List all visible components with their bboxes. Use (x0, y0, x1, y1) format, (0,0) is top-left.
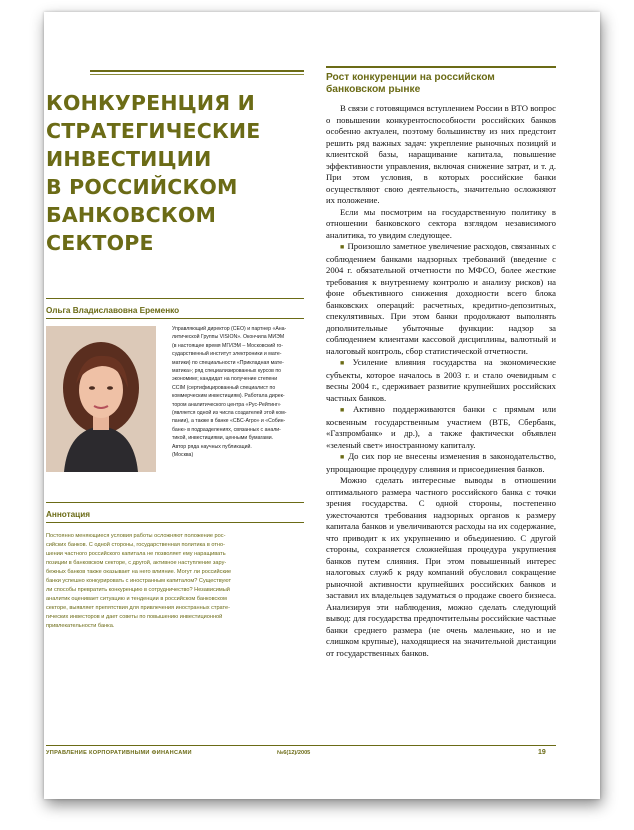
annotation-line: сийских банков. С одной стороны, государственная политика в отно- (46, 542, 225, 549)
annotation-text (46, 532, 304, 632)
annotation-line: позиции в банковском секторе, с другой, активное наступление зару- (46, 560, 227, 567)
paragraph-text: Можно сделать интересные выводы в отношении оптимального размера частного российского банка с точки зрения государства. С одной стороны, постепенно ужесточаются требования надзорных органов к размеру капитала банков и увеличиваются расходы на их содержание, что приводит к их укрупнению и объединению. С другой стороны, сохраняется сложнейшая процедура укрупнения банков путем слияния. При этом повышенный интерес налоговых служб к ряду компаний обусловил сокращение рыночной активности крупнейших российских банков и заставил их владельцев задуматься о продаже своего бизнеса. Анализируя эти наблюдения, можно сделать следующий вывод: для государства предпочтительны российские частные банки среднего размера (не очень маленькие, но и не слишком крупные), находящиеся на значительной дистанции от государственных банков. (326, 475, 556, 658)
title-line: КОНКУРЕНЦИЯ И (46, 91, 255, 115)
annotation-line: шении частного российского капитала не позволяет ему наращивать (46, 551, 226, 558)
paragraph (326, 241, 556, 357)
square-bullet-icon: ■ (340, 243, 345, 251)
title-line: ИНВЕСТИЦИИ (46, 147, 212, 171)
annotation-line: банки успешно конкурировать с иностранным капиталом? Существуют (46, 578, 232, 585)
annotation-line: секторе, выявляет препятствия для привлечения иностранных страте- (46, 605, 231, 612)
title-line: В РОССИЙСКОМ (46, 175, 238, 199)
annotation-line: ли способы превратить конкуренцию в сотрудничество? Независимый (46, 587, 230, 594)
bio-line: банк» в подразделениях, связанных с анали- (172, 426, 281, 433)
bio-line: CCIM (сертифицированный специалист по (172, 384, 276, 391)
annotation-rule-bottom (46, 522, 304, 523)
bio-line: коммерческим инвестициям). Работала дирек- (172, 393, 285, 400)
bio-line: матики) по специальности «Прикладная мате- (172, 359, 284, 366)
title-line: СТРАТЕГИЧЕСКИЕ (46, 119, 261, 143)
footer-issue: №6(12)/2005 (277, 750, 311, 756)
article-title (46, 89, 276, 257)
paragraph (326, 404, 556, 451)
paragraph (326, 451, 556, 475)
bio-line: тикой, инвестициями, ценными бумагами. (172, 435, 274, 442)
footer-rule (46, 745, 556, 746)
author-rule-top (46, 298, 304, 299)
section-heading-line: банковском рынке (326, 84, 421, 95)
paragraph (326, 103, 556, 207)
author-name: Ольга Владиславовна Еременко (46, 306, 180, 315)
annotation-line: аналитик оценивает ситуацию и тенденции в российском банковском (46, 596, 227, 603)
top-rule-left-thin (90, 74, 304, 75)
bio-line: матика»; ряд специализированных курсов по (172, 368, 282, 375)
paragraph-text: Активно поддерживаются банки с прямым или косвенным государственным участием (ВТБ, Сбербанк, «Газпромбанк» и др.), а также фактически объявлен «зеленый свет» иностранному капиталу. (326, 404, 557, 450)
author-bio (172, 325, 300, 460)
bio-line: Управляющий директор (CEO) и партнер «Ана- (172, 326, 287, 332)
portrait-image (46, 326, 156, 472)
bio-line: экономике; кандидат на получение степени (172, 376, 278, 383)
paragraph (326, 357, 556, 404)
title-line: БАНКОВСКОМ (46, 203, 217, 227)
paragraph-text: До сих пор не внесены изменения в законодательство, упрощающие процедуру слияния и присоединения банков. (326, 451, 556, 474)
title-line: СЕКТОРЕ (46, 231, 154, 255)
bio-line: пании), а также в банке «СБС-Агро» и «Собин- (172, 418, 286, 425)
annotation-line: Постоянно меняющиеся условия работы осложняют положение рос- (46, 533, 226, 539)
square-bullet-icon: ■ (340, 406, 350, 414)
paragraph (326, 475, 556, 659)
paragraph (326, 207, 556, 242)
annotation-line: бежных банков также оказывает на него влияние. Могут ли российские (46, 569, 232, 576)
top-rule-right (326, 66, 556, 68)
bio-line: (в настоящее время МГИЭМ – Московский го- (172, 342, 283, 349)
section-heading (326, 72, 495, 96)
page-number: 19 (538, 749, 546, 756)
bio-line: тором аналитического центра «Рус-Рейтинг» (172, 401, 281, 408)
annotation-rule-top (46, 502, 304, 503)
square-bullet-icon: ■ (340, 453, 346, 461)
paragraph-text: Если мы посмотрим на государственную политику в отношении банковского сектора взглядом независимого аналитика, то увидим следующее. (326, 206, 556, 240)
annotation-line: гических инвесторов и дает советы по повышению инвестиционной (46, 614, 223, 621)
annotation-line: привлекательности банка. (46, 623, 115, 630)
bio-line: (является одной из числа создателей этой ком- (172, 410, 287, 417)
bio-line: литической Группы VISION». Окончила МИЭМ (172, 334, 285, 341)
author-photo (46, 326, 156, 472)
bio-line: (Москва) (172, 452, 194, 459)
bio-line: сударственный институт электроники и мате- (172, 351, 282, 358)
article-body (326, 103, 556, 659)
annotation-heading: Аннотация (46, 510, 91, 519)
top-rule-left (90, 70, 304, 72)
author-rule-bottom (46, 318, 304, 319)
section-heading-line: Рост конкуренции на российском (326, 72, 495, 83)
paragraph-text: Усиление влияния государства на экономические субъекты, которое началось в 2003 г. и стало очевидным с весны 2004 г., сдерживает развитие крупнейших российских частных банков. (326, 357, 556, 403)
square-bullet-icon: ■ (340, 359, 350, 367)
paragraph-text: В связи с готовящимся вступлением России в ВТО вопрос о повышении конкурентоспособности российских банков особенно актуален, поэтому большинству из них предстоит решить ряд важных задач: укрепление рыночных позиций и клиентской базы, наращивание капитала, повышение эффективности управления, включая снижение затрат, и т. д. При этом условия, в которых российские банки осуществляют свою деятельность, значительно осложняют их положение. (326, 103, 556, 205)
bio-line: Автор ряда научных публикаций. (172, 443, 252, 450)
footer-journal-title: УПРАВЛЕНИЕ КОРПОРАТИВНЫМИ ФИНАНСАМИ (46, 750, 192, 756)
paragraph-text: Произошло заметное увеличение расходов, связанных с соблюдением банками надзорных требований (введение с 2004 г. обязательной отчетности по МФСО, более жесткие требования к внутреннему контролю и анализу рисков) на фоне объективного снижения доходности всего блока банковских операций: расчетных, кредитно-депозитных, спекулятивных. При этом банки продолжают выполнять дополнительные убыточные функции: надзор за соблюдением клиентами кассовой дисциплины, валютный и налоговый контроль, сбор статистической отчетности. (326, 241, 556, 356)
